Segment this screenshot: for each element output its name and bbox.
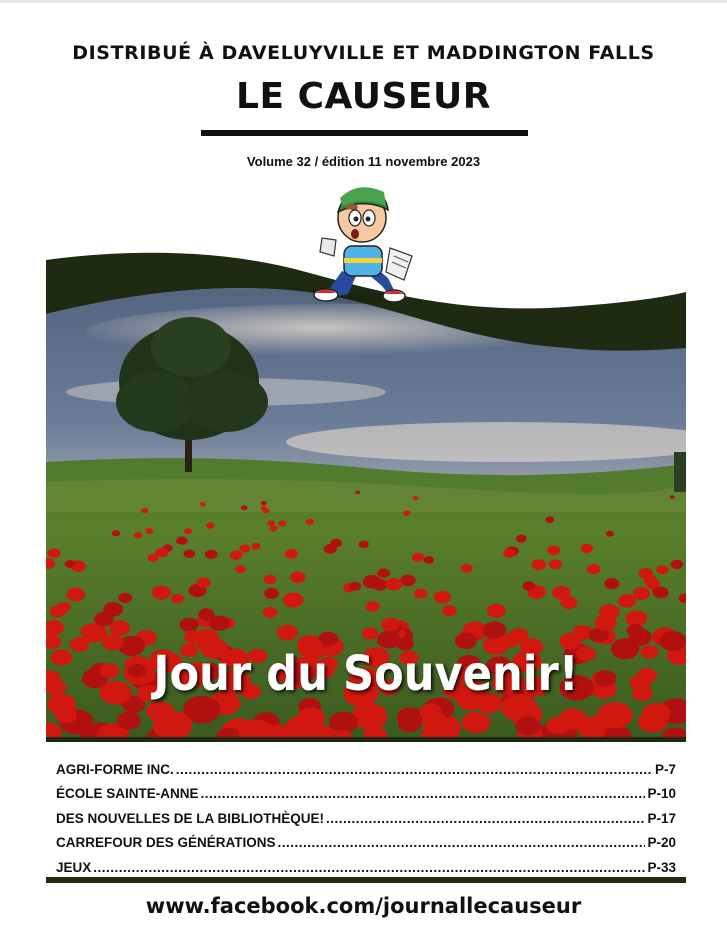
toc-leader-dots [278, 835, 646, 851]
poppy-flower [263, 607, 278, 618]
poppy-flower [264, 575, 277, 584]
masthead-title: LE CAUSEUR [236, 76, 491, 117]
toc-item-page: P-20 [647, 835, 676, 850]
poppy-flower [523, 581, 536, 590]
poppy-flower [659, 631, 686, 651]
newsboy-mascot-icon [300, 176, 430, 316]
poppy-flower [48, 548, 61, 557]
poppy-flower [503, 549, 515, 558]
poppy-flower [638, 568, 653, 579]
poppy-flower [261, 501, 267, 505]
poppy-flower [152, 711, 192, 740]
poppy-flower [606, 531, 614, 537]
poppy-flower [642, 703, 671, 724]
poppy-flower [55, 707, 77, 724]
poppy-flower [413, 496, 418, 500]
poppy-flower [278, 520, 286, 526]
poppy-flower [618, 594, 636, 607]
table-of-contents [56, 753, 676, 876]
poppy-flower [145, 528, 153, 534]
poppy-flower [51, 650, 73, 666]
poppy-flower [381, 618, 400, 632]
toc-leader-dots [201, 786, 646, 802]
poppy-flower [141, 508, 148, 513]
poppy-flower [377, 568, 390, 577]
poppy-flower [597, 702, 633, 728]
poppy-flower [230, 551, 243, 560]
poppy-flower [50, 605, 66, 617]
poppy-flower [209, 616, 230, 631]
toc-item-title: ÉCOLE SAINTE-ANNE [56, 786, 199, 801]
poppy-flower [604, 578, 619, 589]
poppy-flower [179, 618, 198, 632]
poppy-flower [670, 560, 683, 569]
poppy-flower [117, 712, 141, 730]
poppy-flower [366, 601, 380, 611]
poppy-flower [487, 604, 506, 618]
poppy-flower [516, 535, 527, 543]
poppy-flower [251, 543, 260, 550]
poppy-flower [355, 491, 360, 494]
toc-item-page: P-33 [647, 859, 676, 875]
toc-top-band [46, 737, 686, 742]
poppy-flower [515, 717, 540, 736]
poppy-flower [65, 560, 76, 568]
poppy-flower [285, 549, 298, 559]
poppy-flower [176, 537, 187, 545]
poppy-flower [653, 587, 669, 599]
poppy-flower [184, 528, 192, 534]
poppy-flower [633, 587, 650, 600]
poppy-flower [549, 559, 562, 569]
toc-item[interactable] [56, 778, 676, 803]
toc-item[interactable] [56, 753, 676, 778]
poppy-flower [103, 602, 123, 617]
poppy-flower [349, 582, 361, 591]
top-border [0, 0, 727, 3]
toc-item-title: JEUX [56, 859, 92, 875]
cover-photo [46, 252, 686, 740]
poppy-flower [552, 586, 571, 600]
poppy-flower [599, 604, 620, 619]
toc-item-page: P-10 [647, 786, 676, 801]
poppy-flower [197, 577, 211, 588]
poppy-flower [329, 712, 358, 733]
poppy-flower [546, 516, 555, 523]
poppy-flower [581, 544, 593, 553]
poppy-flower [134, 532, 142, 538]
poppy-flower [283, 592, 304, 607]
toc-leader-dots [93, 860, 645, 876]
poppy-flower [386, 578, 403, 590]
poppy-flower [200, 502, 206, 506]
toc-bottom-band [46, 877, 686, 883]
poppy-flower [155, 548, 168, 558]
poppy-flower [267, 520, 275, 526]
poppy-flower [306, 519, 314, 525]
facebook-link[interactable]: www.facebook.com/journallecauseur [145, 894, 582, 918]
poppy-flower [628, 629, 651, 646]
poppy-flower [412, 553, 424, 562]
poppy-flower [462, 712, 491, 733]
toc-item[interactable] [56, 802, 676, 827]
poppy-flower [184, 630, 202, 644]
poppy-flower [547, 545, 560, 555]
poppy-flower [587, 564, 601, 574]
poppy-flower [400, 575, 416, 587]
toc-item-page: P-7 [654, 761, 676, 777]
poppy-flower [330, 539, 342, 548]
toc-item[interactable] [56, 851, 676, 876]
poppy-flower [461, 564, 473, 573]
poppy-flower [109, 620, 130, 636]
toc-item-page: P-17 [647, 810, 676, 826]
poppy-flower [261, 506, 267, 510]
poppy-flower [657, 565, 669, 574]
poppy-flower [205, 550, 218, 559]
poppy-flower [414, 589, 427, 599]
toc-leader-dots [176, 762, 653, 778]
poppy-flower [363, 575, 381, 589]
poppy-flower [171, 594, 184, 604]
poppy-flower [532, 559, 546, 570]
poppy-flower [66, 588, 85, 602]
poppy-flower [206, 522, 214, 528]
poppy-flower [424, 556, 434, 564]
poppy-flower [442, 605, 457, 616]
poppy-flower [277, 625, 298, 641]
toc-item-title: CARREFOUR DES GÉNÉRATIONS [56, 835, 276, 850]
masthead-rule [201, 130, 528, 136]
poppy-flower [112, 530, 120, 536]
poppy-flower [359, 541, 369, 549]
toc-leader-dots [326, 811, 645, 827]
toc-item-title: AGRI-FORME INC. [56, 761, 174, 777]
poppy-flower [434, 591, 451, 604]
poppy-flower [118, 593, 132, 603]
poppy-flower [670, 495, 675, 499]
poppy-flower [241, 505, 248, 510]
poppy-flower [270, 526, 278, 532]
poppy-flower [152, 586, 171, 600]
poppy-flower [547, 717, 571, 735]
poppy-flower [290, 571, 306, 583]
poppy-flower [264, 588, 279, 599]
cover-headline: Jour du Souvenir! [153, 646, 579, 702]
poppy-flower [184, 550, 196, 559]
poppy-flower [403, 510, 410, 515]
poppy-flower [625, 610, 647, 626]
issue-volume: Volume 32 / édition 11 novembre 2023 [246, 154, 481, 169]
poppy-flower [239, 545, 250, 553]
toc-item-title: DES NOUVELLES DE LA BIBLIOTHÈQUE! [56, 810, 325, 826]
poppy-flower [81, 624, 97, 636]
poppy-flower [235, 565, 246, 573]
toc-item[interactable] [56, 827, 676, 852]
distribution-line: DISTRIBUÉ À DAVELUYVILLE ET MADDINGTON FALLS [72, 42, 655, 64]
poppy-flower [362, 627, 378, 639]
